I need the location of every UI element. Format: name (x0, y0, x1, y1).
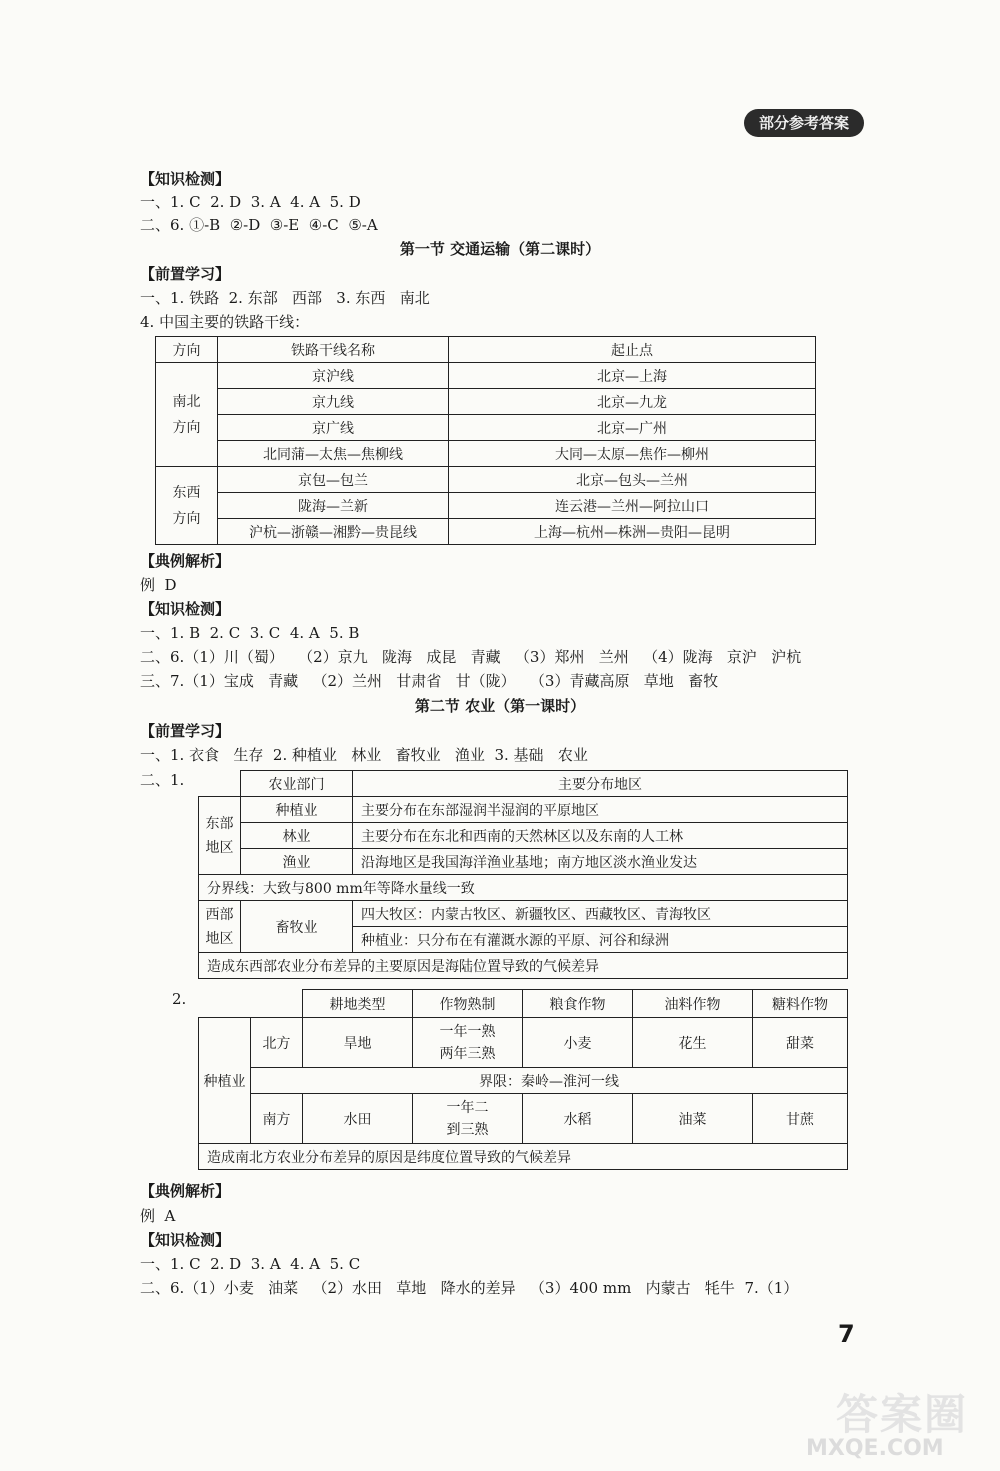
watermark-logo: 答案圈 (836, 1390, 969, 1439)
answer-line: 二、6.（1）川（蜀） （2）京九 陇海 成昆 青藏 （3）郑州 兰州 （4）陇海 京沪 沪杭 (140, 648, 802, 666)
railway-table (155, 336, 816, 545)
boundary-row: 界限：秦岭—淮河一线 (251, 1068, 848, 1094)
table-cell: 水稻 (523, 1094, 633, 1144)
table-cell (199, 990, 303, 1018)
table-cell: 北京—广州 (449, 415, 816, 441)
answer-line: 一、1. C 2. D 3. A 4. A 5. C (140, 1255, 361, 1273)
answer-line: 三、7.（1）宝成 青藏 （2）兰州 甘肃省 甘（陇） （3）青藏高原 草地 畜牧 (140, 672, 719, 690)
table-cell: 大同—太原—焦作—柳州 (449, 441, 816, 467)
answer-line: 例 A (140, 1207, 176, 1225)
table-cell: 主要分布在东北和西南的天然林区以及东南的人工林 (353, 823, 848, 849)
table-cell (199, 771, 241, 797)
table-cell: 主要分布在东部湿润半湿润的平原地区 (353, 797, 848, 823)
table-cell: 种植业 (241, 797, 353, 823)
region-cell: 西部 地区 (199, 901, 241, 953)
table-cell: 畜牧业 (241, 901, 353, 953)
table-cell: 花生 (633, 1018, 753, 1068)
crop-cell: 种植业 (199, 1018, 251, 1144)
agriculture-table-2 (198, 989, 848, 1170)
section-heading: 【前置学习】 (140, 722, 231, 740)
answer-line: 一、1. B 2. C 3. C 4. A 5. B (140, 624, 360, 642)
table-header: 起止点 (449, 337, 816, 363)
table-header: 作物熟制 (413, 990, 523, 1018)
answer-line: 一、1. 衣食 生存 2. 种植业 林业 畜牧业 渔业 3. 基础 农业 (140, 746, 588, 764)
table-cell: 北京—上海 (449, 363, 816, 389)
table-cell: 北同蒲—太焦—焦柳线 (218, 441, 449, 467)
reason-row: 造成南北方农业分布差异的原因是纬度位置导致的气候差异 (199, 1144, 848, 1170)
table-cell: 一年一熟 两年三熟 (413, 1018, 523, 1068)
boundary-row: 分界线：大致与800 mm年等降水量线一致 (199, 875, 848, 901)
section-heading: 【前置学习】 (140, 265, 231, 283)
section-heading: 【典例解析】 (140, 1182, 231, 1200)
table-cell: 京沪线 (218, 363, 449, 389)
direction-cell: 东西 方向 (156, 467, 218, 545)
table-cell: 上海—杭州—株洲—贵阳—昆明 (449, 519, 816, 545)
table-cell: 北方 (251, 1018, 303, 1068)
table-cell: 小麦 (523, 1018, 633, 1068)
table-cell: 渔业 (241, 849, 353, 875)
table-cell: 北京—包头—兰州 (449, 467, 816, 493)
watermark-site: MXQE.COM (806, 1436, 944, 1461)
table-header: 油料作物 (633, 990, 753, 1018)
table-header: 农业部门 (241, 771, 353, 797)
table-header: 耕地类型 (303, 990, 413, 1018)
section-title: 第一节 交通运输（第二课时） (399, 240, 601, 258)
answer-badge: 部分参考答案 (744, 109, 864, 137)
table-cell: 北京—九龙 (449, 389, 816, 415)
table-cell: 京广线 (218, 415, 449, 441)
table-cell: 一年二 到三熟 (413, 1094, 523, 1144)
table-cell: 连云港—兰州—阿拉山口 (449, 493, 816, 519)
direction-cell: 南北 方向 (156, 363, 218, 467)
table-cell: 油菜 (633, 1094, 753, 1144)
agriculture-table-1 (198, 770, 848, 979)
answer-line: 例 D (140, 576, 177, 594)
table-header: 主要分布地区 (353, 771, 848, 797)
table-cell: 四大牧区：内蒙古牧区、新疆牧区、西藏牧区、青海牧区 (353, 901, 848, 927)
section-title: 第二节 农业（第一课时） (414, 697, 586, 715)
page-number: 7 (838, 1320, 855, 1348)
table-cell: 甘蔗 (753, 1094, 848, 1144)
table-cell: 沿海地区是我国海洋渔业基地；南方地区淡水渔业发达 (353, 849, 848, 875)
answer-line: 一、1. 铁路 2. 东部 西部 3. 东西 南北 (140, 289, 430, 307)
region-cell: 东部 地区 (199, 797, 241, 875)
table-cell: 京包—包兰 (218, 467, 449, 493)
section-heading: 【典例解析】 (140, 552, 231, 570)
section-heading: 【知识检测】 (140, 170, 231, 188)
table-cell: 林业 (241, 823, 353, 849)
table-header: 糖料作物 (753, 990, 848, 1018)
table-cell: 甜菜 (753, 1018, 848, 1068)
answer-line: 二、6. ①-B ②-D ③-E ④-C ⑤-A (140, 216, 378, 234)
table-cell: 种植业：只分布在有灌溉水源的平原、河谷和绿洲 (353, 927, 848, 953)
table-cell: 京九线 (218, 389, 449, 415)
table-header: 铁路干线名称 (218, 337, 449, 363)
table-cell: 旱地 (303, 1018, 413, 1068)
answer-line: 一、1. C 2. D 3. A 4. A 5. D (140, 193, 361, 211)
section-heading: 【知识检测】 (140, 600, 231, 618)
answer-line: 二、6.（1）小麦 油菜 （2）水田 草地 降水的差异 （3）400 mm 内蒙古 牦牛 7.（1） (140, 1279, 799, 1297)
table-cell: 南方 (251, 1094, 303, 1144)
answer-line: 二、1. (140, 771, 185, 789)
table-cell: 水田 (303, 1094, 413, 1144)
table-header: 方向 (156, 337, 218, 363)
answer-line: 4. 中国主要的铁路干线： (140, 313, 310, 331)
table-cell: 陇海—兰新 (218, 493, 449, 519)
table-cell: 沪杭—浙赣—湘黔—贵昆线 (218, 519, 449, 545)
reason-row: 造成东西部农业分布差异的主要原因是海陆位置导致的气候差异 (199, 953, 848, 979)
answer-line: 2. (172, 990, 187, 1008)
section-heading: 【知识检测】 (140, 1231, 231, 1249)
table-header: 粮食作物 (523, 990, 633, 1018)
